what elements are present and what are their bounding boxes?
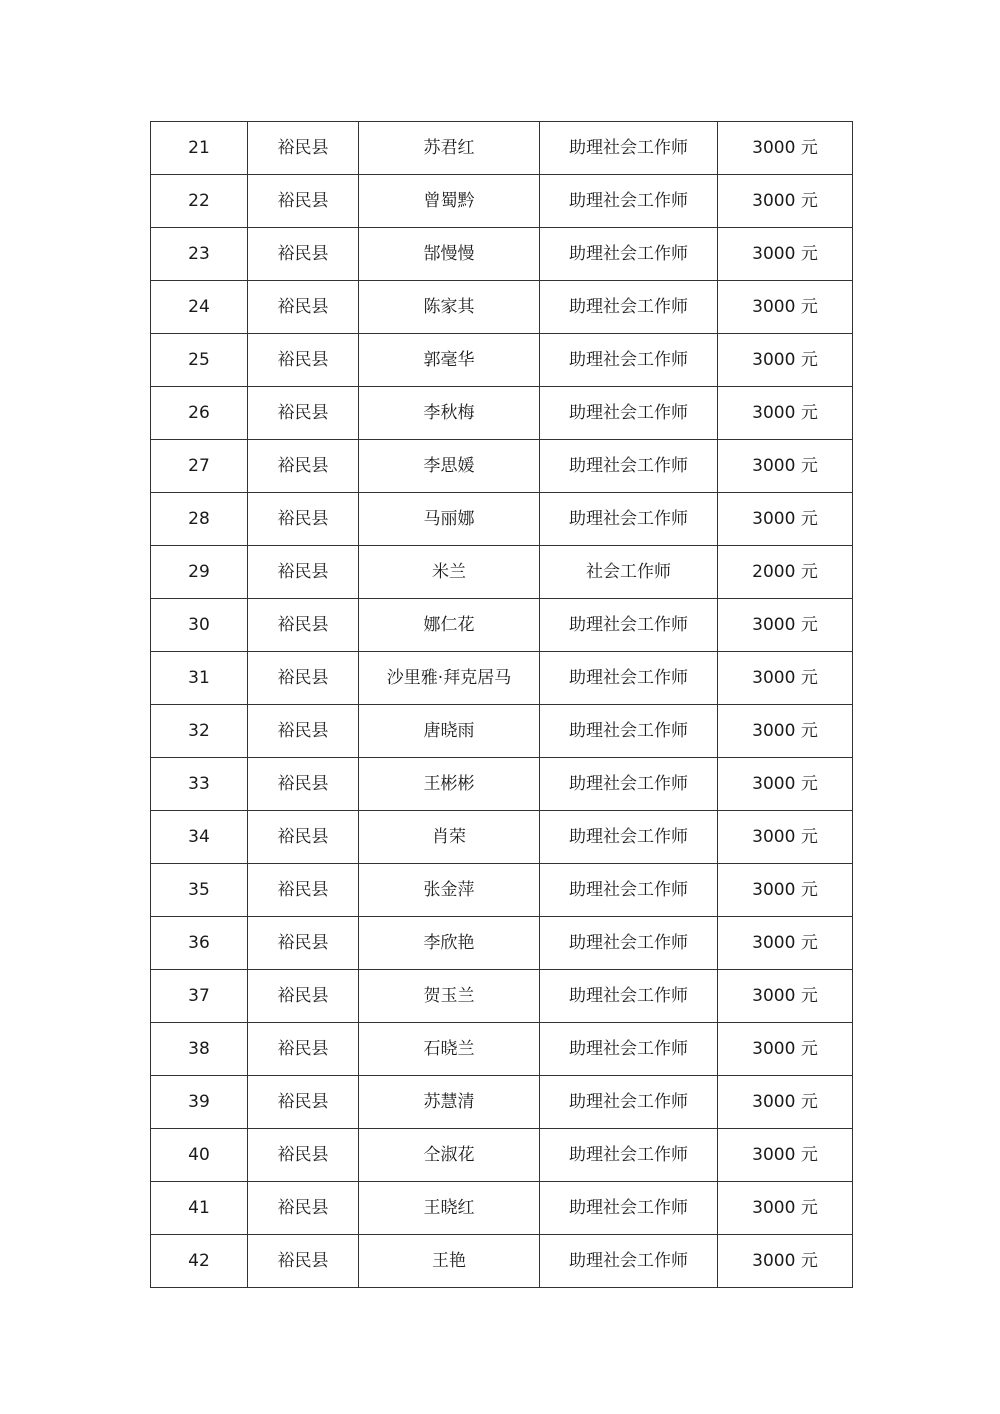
subsidy-amount-cell: 3000 元 bbox=[718, 758, 853, 811]
qualification-cell: 助理社会工作师 bbox=[540, 1076, 718, 1129]
person-name-cell: 米兰 bbox=[359, 546, 540, 599]
county-cell: 裕民县 bbox=[248, 1023, 359, 1076]
row-number-cell: 35 bbox=[151, 864, 248, 917]
county-cell: 裕民县 bbox=[248, 228, 359, 281]
person-name-cell: 马丽娜 bbox=[359, 493, 540, 546]
subsidy-amount-cell: 3000 元 bbox=[718, 1129, 853, 1182]
subsidy-amount-cell: 3000 元 bbox=[718, 175, 853, 228]
county-cell: 裕民县 bbox=[248, 122, 359, 175]
county-cell: 裕民县 bbox=[248, 1235, 359, 1288]
subsidy-amount-cell: 3000 元 bbox=[718, 970, 853, 1023]
table-row bbox=[151, 970, 853, 1023]
county-cell: 裕民县 bbox=[248, 1129, 359, 1182]
qualification-cell: 助理社会工作师 bbox=[540, 1182, 718, 1235]
person-name-cell: 李思媛 bbox=[359, 440, 540, 493]
qualification-cell: 助理社会工作师 bbox=[540, 811, 718, 864]
row-number-cell: 42 bbox=[151, 1235, 248, 1288]
table-row bbox=[151, 758, 853, 811]
subsidy-amount-cell: 3000 元 bbox=[718, 1235, 853, 1288]
subsidy-amount-cell: 3000 元 bbox=[718, 281, 853, 334]
subsidy-amount-cell: 3000 元 bbox=[718, 811, 853, 864]
subsidy-amount-cell: 3000 元 bbox=[718, 864, 853, 917]
person-name-cell: 苏慧清 bbox=[359, 1076, 540, 1129]
person-name-cell: 郜慢慢 bbox=[359, 228, 540, 281]
person-name-cell: 张金萍 bbox=[359, 864, 540, 917]
subsidy-amount-cell: 3000 元 bbox=[718, 1023, 853, 1076]
table-row bbox=[151, 1235, 853, 1288]
person-name-cell: 沙里雅·拜克居马 bbox=[359, 652, 540, 705]
row-number-cell: 32 bbox=[151, 705, 248, 758]
subsidy-amount-cell: 2000 元 bbox=[718, 546, 853, 599]
subsidy-amount-cell: 3000 元 bbox=[718, 652, 853, 705]
county-cell: 裕民县 bbox=[248, 1182, 359, 1235]
county-cell: 裕民县 bbox=[248, 281, 359, 334]
table-row bbox=[151, 440, 853, 493]
row-number-cell: 24 bbox=[151, 281, 248, 334]
person-name-cell: 苏君红 bbox=[359, 122, 540, 175]
table-row bbox=[151, 546, 853, 599]
subsidy-amount-cell: 3000 元 bbox=[718, 599, 853, 652]
person-name-cell: 李秋梅 bbox=[359, 387, 540, 440]
subsidy-amount-cell: 3000 元 bbox=[718, 1076, 853, 1129]
table-row bbox=[151, 175, 853, 228]
row-number-cell: 38 bbox=[151, 1023, 248, 1076]
person-name-cell: 肖荣 bbox=[359, 811, 540, 864]
table-row bbox=[151, 599, 853, 652]
subsidy-amount-cell: 3000 元 bbox=[718, 705, 853, 758]
qualification-cell: 助理社会工作师 bbox=[540, 599, 718, 652]
county-cell: 裕民县 bbox=[248, 546, 359, 599]
person-name-cell: 郭毫华 bbox=[359, 334, 540, 387]
county-cell: 裕民县 bbox=[248, 917, 359, 970]
row-number-cell: 21 bbox=[151, 122, 248, 175]
table-row bbox=[151, 1076, 853, 1129]
table-row bbox=[151, 1182, 853, 1235]
table-row bbox=[151, 811, 853, 864]
row-number-cell: 30 bbox=[151, 599, 248, 652]
subsidy-amount-cell: 3000 元 bbox=[718, 334, 853, 387]
table-row bbox=[151, 1129, 853, 1182]
table-row bbox=[151, 917, 853, 970]
table-row bbox=[151, 652, 853, 705]
county-cell: 裕民县 bbox=[248, 1076, 359, 1129]
row-number-cell: 28 bbox=[151, 493, 248, 546]
person-name-cell: 石晓兰 bbox=[359, 1023, 540, 1076]
qualification-cell: 助理社会工作师 bbox=[540, 705, 718, 758]
county-cell: 裕民县 bbox=[248, 970, 359, 1023]
person-name-cell: 李欣艳 bbox=[359, 917, 540, 970]
row-number-cell: 27 bbox=[151, 440, 248, 493]
table-row bbox=[151, 228, 853, 281]
table-row bbox=[151, 387, 853, 440]
subsidy-amount-cell: 3000 元 bbox=[718, 228, 853, 281]
county-cell: 裕民县 bbox=[248, 599, 359, 652]
table-row bbox=[151, 493, 853, 546]
table-row bbox=[151, 705, 853, 758]
qualification-cell: 助理社会工作师 bbox=[540, 864, 718, 917]
row-number-cell: 33 bbox=[151, 758, 248, 811]
table-row bbox=[151, 1023, 853, 1076]
person-name-cell: 王彬彬 bbox=[359, 758, 540, 811]
subsidy-roster-table bbox=[150, 121, 853, 1288]
row-number-cell: 39 bbox=[151, 1076, 248, 1129]
county-cell: 裕民县 bbox=[248, 652, 359, 705]
subsidy-amount-cell: 3000 元 bbox=[718, 387, 853, 440]
county-cell: 裕民县 bbox=[248, 334, 359, 387]
qualification-cell: 助理社会工作师 bbox=[540, 758, 718, 811]
roster-table-body bbox=[151, 122, 853, 1288]
subsidy-amount-cell: 3000 元 bbox=[718, 917, 853, 970]
qualification-cell: 助理社会工作师 bbox=[540, 334, 718, 387]
county-cell: 裕民县 bbox=[248, 758, 359, 811]
row-number-cell: 29 bbox=[151, 546, 248, 599]
qualification-cell: 助理社会工作师 bbox=[540, 175, 718, 228]
person-name-cell: 王晓红 bbox=[359, 1182, 540, 1235]
person-name-cell: 贺玉兰 bbox=[359, 970, 540, 1023]
table-row bbox=[151, 864, 853, 917]
person-name-cell: 仝淑花 bbox=[359, 1129, 540, 1182]
qualification-cell: 助理社会工作师 bbox=[540, 493, 718, 546]
qualification-cell: 助理社会工作师 bbox=[540, 122, 718, 175]
qualification-cell: 助理社会工作师 bbox=[540, 970, 718, 1023]
qualification-cell: 助理社会工作师 bbox=[540, 440, 718, 493]
person-name-cell: 王艳 bbox=[359, 1235, 540, 1288]
row-number-cell: 25 bbox=[151, 334, 248, 387]
county-cell: 裕民县 bbox=[248, 811, 359, 864]
county-cell: 裕民县 bbox=[248, 493, 359, 546]
qualification-cell: 助理社会工作师 bbox=[540, 1023, 718, 1076]
row-number-cell: 22 bbox=[151, 175, 248, 228]
row-number-cell: 40 bbox=[151, 1129, 248, 1182]
qualification-cell: 助理社会工作师 bbox=[540, 1235, 718, 1288]
person-name-cell: 曾蜀黔 bbox=[359, 175, 540, 228]
row-number-cell: 41 bbox=[151, 1182, 248, 1235]
person-name-cell: 陈家其 bbox=[359, 281, 540, 334]
row-number-cell: 26 bbox=[151, 387, 248, 440]
subsidy-amount-cell: 3000 元 bbox=[718, 440, 853, 493]
table-row bbox=[151, 334, 853, 387]
qualification-cell: 助理社会工作师 bbox=[540, 652, 718, 705]
county-cell: 裕民县 bbox=[248, 705, 359, 758]
qualification-cell: 助理社会工作师 bbox=[540, 1129, 718, 1182]
qualification-cell: 助理社会工作师 bbox=[540, 917, 718, 970]
subsidy-amount-cell: 3000 元 bbox=[718, 493, 853, 546]
county-cell: 裕民县 bbox=[248, 387, 359, 440]
qualification-cell: 社会工作师 bbox=[540, 546, 718, 599]
person-name-cell: 唐晓雨 bbox=[359, 705, 540, 758]
qualification-cell: 助理社会工作师 bbox=[540, 281, 718, 334]
row-number-cell: 34 bbox=[151, 811, 248, 864]
county-cell: 裕民县 bbox=[248, 175, 359, 228]
table-row bbox=[151, 122, 853, 175]
row-number-cell: 37 bbox=[151, 970, 248, 1023]
county-cell: 裕民县 bbox=[248, 864, 359, 917]
subsidy-amount-cell: 3000 元 bbox=[718, 122, 853, 175]
row-number-cell: 31 bbox=[151, 652, 248, 705]
person-name-cell: 娜仁花 bbox=[359, 599, 540, 652]
row-number-cell: 36 bbox=[151, 917, 248, 970]
qualification-cell: 助理社会工作师 bbox=[540, 387, 718, 440]
subsidy-amount-cell: 3000 元 bbox=[718, 1182, 853, 1235]
county-cell: 裕民县 bbox=[248, 440, 359, 493]
row-number-cell: 23 bbox=[151, 228, 248, 281]
table-row bbox=[151, 281, 853, 334]
qualification-cell: 助理社会工作师 bbox=[540, 228, 718, 281]
